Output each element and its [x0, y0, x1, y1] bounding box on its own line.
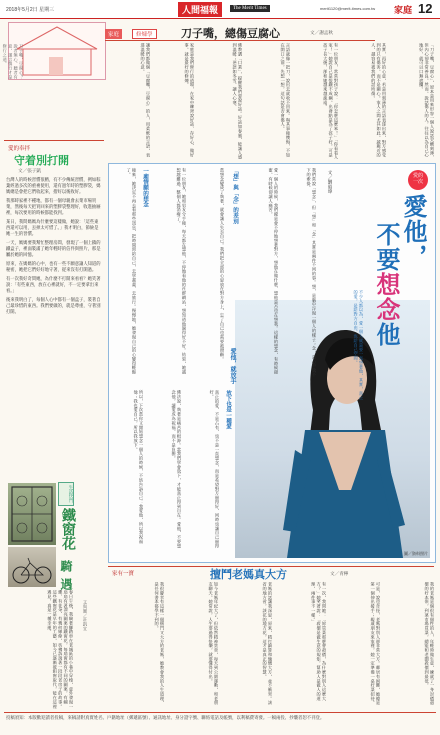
feature-paragraph: 後來，她決定不再去看那些訊息，把時間留給自己，去學畫畫、去旅行。慢慢地，她發現自己的心變得輕鬆了。	[126, 168, 137, 375]
bicycle-photo	[8, 547, 56, 587]
submission-notice: 投稿須知：本版歡迎讀者投稿，來稿請附真實姓名、戶籍地址（郵遞區號）、通訊地址、身分證字號、聯絡電話及帳號，以利稿費寄發。一稿兩投、抄襲者恕不刊登。	[6, 716, 325, 721]
photo-caption: 圖／資料照片	[404, 551, 428, 556]
iron-window-icon	[8, 483, 56, 545]
feature-intro: 不少人都以為，愛一個人就是要一直想著他，其實，真正的愛，是給對方自由，也給自己空間。	[353, 290, 364, 400]
english-name: The Merit Times	[230, 5, 270, 12]
bottom-left-title-c: 遇	[59, 578, 73, 590]
top-article-byline: 文／謝孟秋	[310, 31, 333, 36]
bottom-article-byline: 文／青檸	[330, 572, 349, 577]
issue-date: 2018年5月2日 星期三	[6, 7, 55, 13]
left-paragraph: 台灣人的時候習慣很精，有不少傳統習慣，例如粽葉經過多次的重複使用，還有過年時的塑膠袋，媽媽總是會把它們收起來，摺好以後收好。	[6, 178, 101, 195]
bottom-left-title-a: 鐵窗花	[60, 508, 76, 550]
bottom-section-label: 家有一寶	[112, 571, 135, 577]
left-paragraph: 後來我明白了，每個人心中都有一個盒子，裝著自己最珍惜的東西。我們要做的，就是尊重，守著別打開。	[6, 298, 101, 315]
feature-body-lower	[112, 390, 232, 555]
page-number: 12	[418, 1, 433, 16]
life-snapshot-tag: 生活快門	[58, 482, 74, 506]
top-article-title: 刀子嘴，總傷豆腐心	[181, 27, 280, 40]
top-paragraph: 有一位朋友，常常對孩子說：「你怎麼這麼笨！」「你看看人家！」她說自己是恨鐵不成鋼，出發點是為了孩子好。可是孩子長大後，卻和她越來越疏遠。	[323, 43, 339, 160]
bottom-left-title-b: 騎	[59, 560, 73, 572]
divider	[4, 140, 104, 141]
feature-title-line2	[373, 222, 399, 347]
column-tag-home: 家庭	[105, 29, 122, 39]
title-him-2: 他	[372, 322, 400, 347]
bottom-paragraph: 我的老媽是個很有個性的人，年輕時做生意，練就了一身討價還價的好本領，到菜市場買菜，總能和老闆殺價到最低。	[424, 582, 435, 705]
feature-subhead: 放下也是一種愛	[225, 390, 231, 430]
top-article-body	[110, 43, 435, 163]
feature-paragraph: 所以，下次當你又開始想念一個人的時候，不妨告訴自己：我愛他，所以我祝福他；我也愛自己，所以我放下。	[133, 390, 144, 544]
feature-paragraph: 愛一個人的時候，我們總是會不停地想著對方，想他在做什麼、想他是否也在想我。這樣的想念，有時候甜蜜，有時候卻讓人痛苦。	[268, 168, 279, 375]
top-paragraph: 「刀子嘴，豆腐心」，原本是用來形容一個人說話尖酸刻薄，但內心卻非常善良。然而，說話傷人的人，往往以為自己心地好，就可以口無遮攔。	[419, 43, 435, 160]
bottom-paragraph: 我很慶幸有這樣一個擅鬥又大方的老媽，她教會我的人生道理，是任何書本都學不到的。	[154, 582, 165, 705]
left-article-body	[6, 178, 102, 478]
left-paragraph: 我那時家裡不種地，都有一個母親會去菜市場買菜，然後每天把買回來的塑膠袋整理好，收進抽屜裡，每次要用的時候都能找到。	[6, 199, 101, 216]
feature-subhead: 愛他，就放手	[229, 348, 236, 384]
left-paragraph: 原來，在媽媽的心中，也有一些不願意讓人知道的秘密，她把它們好好地守著，從來沒有打開過。	[6, 262, 101, 273]
top-article-side-note: 刀子嘴，豆腐心？說者無心，聽者有意，謹言慎行才是修行之道。	[2, 44, 24, 80]
newspaper-logo: 人間福報	[178, 2, 222, 17]
feature-byline: 文／劉昭瑋	[327, 170, 332, 194]
bottom-paragraph: 可是，說也奇怪，老媽對別人卻非常大方。鄰居有困難，她總是第一個伸出援手；親戚朋友來家裡，她一定準備一桌好菜招待。	[370, 582, 381, 705]
title-love: 愛	[399, 194, 427, 219]
title-miss: 想念	[372, 272, 400, 322]
left-article-title: 守着別打開	[14, 154, 69, 167]
badge-bottom-text: 一次	[412, 179, 423, 185]
bicycle-icon	[8, 547, 56, 587]
feature-paragraph: 我們常說「想念」，但「想」和「念」其實是兩件不同的事。想，是腦中浮現一個人的樣子；念，是心中放不下的牽掛。	[306, 168, 317, 377]
feature-subhead: 「想」與「念」的差別	[232, 168, 238, 224]
top-paragraph: 讓我們都做個「豆腐嘴，豆腐心」的人，用柔軟的言語，表達溫暖的心意。	[140, 43, 151, 158]
top-paragraph: 佛教講「口業」，提醒我們要說好話。好話如春風，能讓人感到溫暖；惡語如冬雪，讓人心寒。	[232, 43, 243, 160]
left-paragraph: 有一次我好奇問她，為什麼不打開來看看？她笑著說：「有些東西，放在心裡就好，不一定要拿出來看。」	[6, 277, 101, 294]
feature-title-line1	[400, 194, 426, 269]
bottom-paragraph: 如今老媽年紀大了，但依然精神奕奕，每天到公園運動，和老朋友聊天。她常說，人生要過得快樂，就要懂得付出。	[208, 582, 219, 705]
feature-badge	[408, 170, 428, 190]
top-paragraph: 其實，再好的心意，若是用刻薄的言語表達出來，對方感受到的只有傷害，而不是關心。家人之間尤其如此，越親近的人，越容易被我們的話所傷。	[371, 43, 387, 158]
bottom-article-title: 擅鬥老媽真大方	[210, 568, 287, 581]
left-article-byline: 文／張子凱	[18, 169, 41, 174]
window-photo	[8, 483, 56, 545]
bottom-paragraph: 老媽的話讓我深思，原來，精打細算和慷慨大方，並不衝突。該省的地方省，該花的地方花，這才是真正的智慧。	[262, 582, 273, 705]
feature-subhead: 一廂情願的想念	[142, 168, 148, 208]
bottom-article-body	[110, 582, 435, 710]
left-section-label: 愛的奉拌	[8, 146, 31, 152]
badge-top-text: 愛的	[412, 173, 423, 179]
divider	[105, 40, 375, 41]
divider	[4, 712, 436, 713]
feature-body-upper	[112, 168, 317, 383]
bottom-left-text: 春日午後，我騎著腳踏車在老城區的小巷中穿梭，意外發現一扇扇有著漂亮圖案的鐵窗花，每扇窗都有不同的圖案，有蝴蝶、有花朵、有幾何線條，彷彿訴說著一段段老房子的故事。這些鐵窗花是早年的工藝，如今已逐漸被鋁窗取代，能在這裡遇見，真是一種幸運。	[47, 590, 74, 709]
feature-paragraph: 有一位朋友，她和男友分手後，每天都在想他，不停地看他的社群網站，想知道他過得好不好。結果，她越想越難過，整個人都消瘦了。	[176, 168, 187, 375]
title-dont: 不要	[372, 222, 400, 272]
column-tag-practice: 修煉學	[132, 29, 157, 39]
title-him: 他，	[399, 219, 427, 269]
top-paragraph: 言語就像一把刀，說出去就收不回來。與其事後懊悔，不如在開口之前，先想一想，這句話是否會傷人。	[280, 43, 291, 158]
left-paragraph: 一天，媽媽要我幫忙整理房間，發現了一個上鎖的鐵盒子，裡面裝滿了她年輕時的信件與照片，那是屬於她的回憶。	[6, 241, 101, 258]
bottom-paragraph: 有一次，我問她：「妳買菜那麼會殺價，為什麼對別人這麼大方？」她笑著說：「殺價是做生意的規矩，幫助人是做人的道理，兩件事不一樣。」	[311, 582, 327, 701]
feature-paragraph: 當想念變成了執著，就會讓人失去自己。我們把全部的心思放在對方身上，忘了自己也需要被照顧。	[220, 168, 225, 362]
feature-paragraph: 真正的愛，不是占有，也不是一直想念，而是希望對方過得好，同時也讓自己過得好。	[209, 390, 220, 549]
contact-email: merit1120@merit-times.com.tw	[320, 6, 376, 11]
section-name: 家庭	[394, 6, 413, 16]
top-paragraph: 家庭是我們修行的道場，在家中練習說好話、存好心、做好事，就是最好的修煉。	[184, 43, 195, 158]
feature-paragraph: 佛法說，執著是痛苦的根源。當我們學會放下，才能真正得到自在。愛他，不要想念他，讓愛成為祝福，而不是負擔。	[171, 390, 182, 549]
left-paragraph: 某日，我問媽媽為什麼要這樣做，她說：「這些東西還可以用，丟掉太可惜了。」我才明白，節儉是她一生的習慣。	[6, 220, 99, 237]
bottom-left-byline: 文與圖／莊凱宜	[83, 600, 88, 631]
